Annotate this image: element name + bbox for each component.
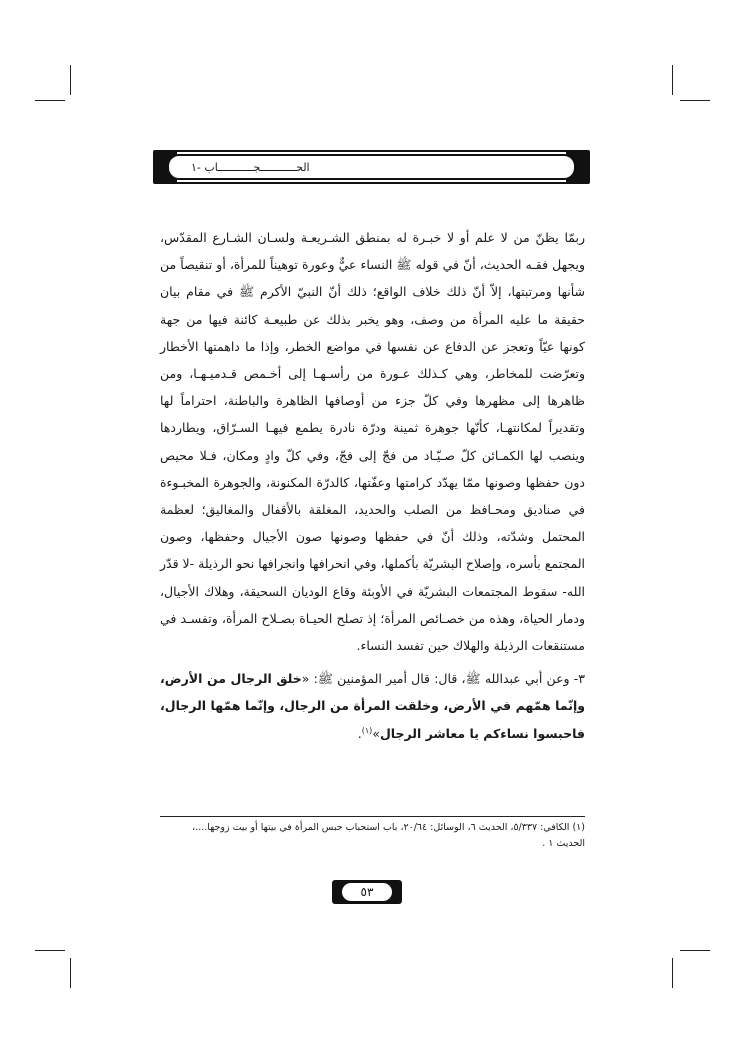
page-number: ٥٣ xyxy=(342,883,392,901)
crop-mark xyxy=(672,65,673,95)
crop-mark xyxy=(35,100,65,101)
footnote: (١) الكافي: ٥/٣٣٧، الحديث ٦، الوسائل: ٢٠/٦٤، باب استحباب حبس المرأة في بيتها أو بيت زوجها....، الحديث ١ . xyxy=(192,822,585,849)
footnote-ref[interactable]: (١) xyxy=(361,725,373,735)
crop-mark xyxy=(680,100,710,101)
crop-mark xyxy=(70,958,71,988)
paragraph-end: . xyxy=(357,725,362,741)
header-label-box xyxy=(167,154,576,180)
hadith-quote: خلق الرجال من الأرض، وإنّما همّهم في الأرض، وخلقت المرأة من الرجال، وإنّما همّها الرجال، فاحبسوا نساءكم يا معاشر الرجال xyxy=(160,671,585,741)
paragraph: ربمّا يظنّ من لا علم أو لا خبـرة له بمنطق الشـريعـة ولسـان الشـارع المقدّس، ويجهل فقـه الحديث، أنّ في قوله ﷺ النساء عيٌّ وعورة توهيناً للمرأة، أو تنقيصاً من شأنها ومرتبتها، إلاّ أنّ ذلك خلاف الواقع؛ ذلك أنّ النبيّ الأكرم ﷺ في مقام بيان حقيقة ما عليه المرأة من وصف، وهو يخبر بذلك عن طبيعـة كائنة فيها من جهة كونها عيّاً وتعجز عن الدفاع عن نفسها في مواضع الخطر، وإذا ما داهمتها الأخطار وتعرّضت للمخاطر، وهي كـذلك عـورة من رأسـهـا إلى أخـمص قـدميـهـا، ومن ظاهرها إلى مظهرها وفي كلّ جزء من أوصافها الظاهرة والباطنة، احتراماً لها وتقديراً لمكانتهـا، كأنّها جوهرة ثمينة ودرّة نادرة يطمع فيهـا السـرّاق، ويطاردها وينصب لها الكمـائن كلّ صـيّـاد من فجّ إلى فجّ، وفي كلّ وادٍ ومكان، فـلا محيص دون حفظها وصونها ممّا يهدّد كرامتها وعفّتها، كالدرّة المكنونة، والجوهرة المخبـوءة في صناديق ومحـافظ من الصلب والحديد، المغلقة بالأقفال والمغاليق؛ لعظمة المحتمل وشدّته، وذلك أنّ في حفظها وصونها صون الأجيال وحفظها، وصون المجتمع بأسره، وإصلاح البشريّة بأكملها، وفي انحرافها وانجرافها نحو الرذيلة -لا قدّر الله- سقوط المجتمعات البشريّة في الأوبئة وقاع الوديان السحيقة، وهلاك الأجيال، ودمار الحياة، وهذه من خصـائص المرأة؛ إذ تصلح الحيـاة بصـلاح المرأة، وتفسـد في مستنقعات الرذيلة والهلاك حين تفسد النساء. xyxy=(160,230,585,654)
hadith-intro: ٣- وعن أبي عبدالله ﷺ، قال: قال أمير المؤمنين ﷺ: « xyxy=(301,671,586,687)
crop-mark xyxy=(70,65,71,95)
page-number-frame xyxy=(332,880,402,904)
chapter-title: الحـــــــــــجـــــــــــاب -١ xyxy=(191,161,310,174)
hadith-paragraph xyxy=(160,665,585,747)
running-header xyxy=(153,150,590,184)
crop-mark xyxy=(672,958,673,988)
crop-mark xyxy=(680,950,710,951)
crop-mark xyxy=(35,950,65,951)
page-body xyxy=(160,224,585,747)
footnote-divider xyxy=(160,816,585,817)
quote-close: » xyxy=(372,725,380,741)
